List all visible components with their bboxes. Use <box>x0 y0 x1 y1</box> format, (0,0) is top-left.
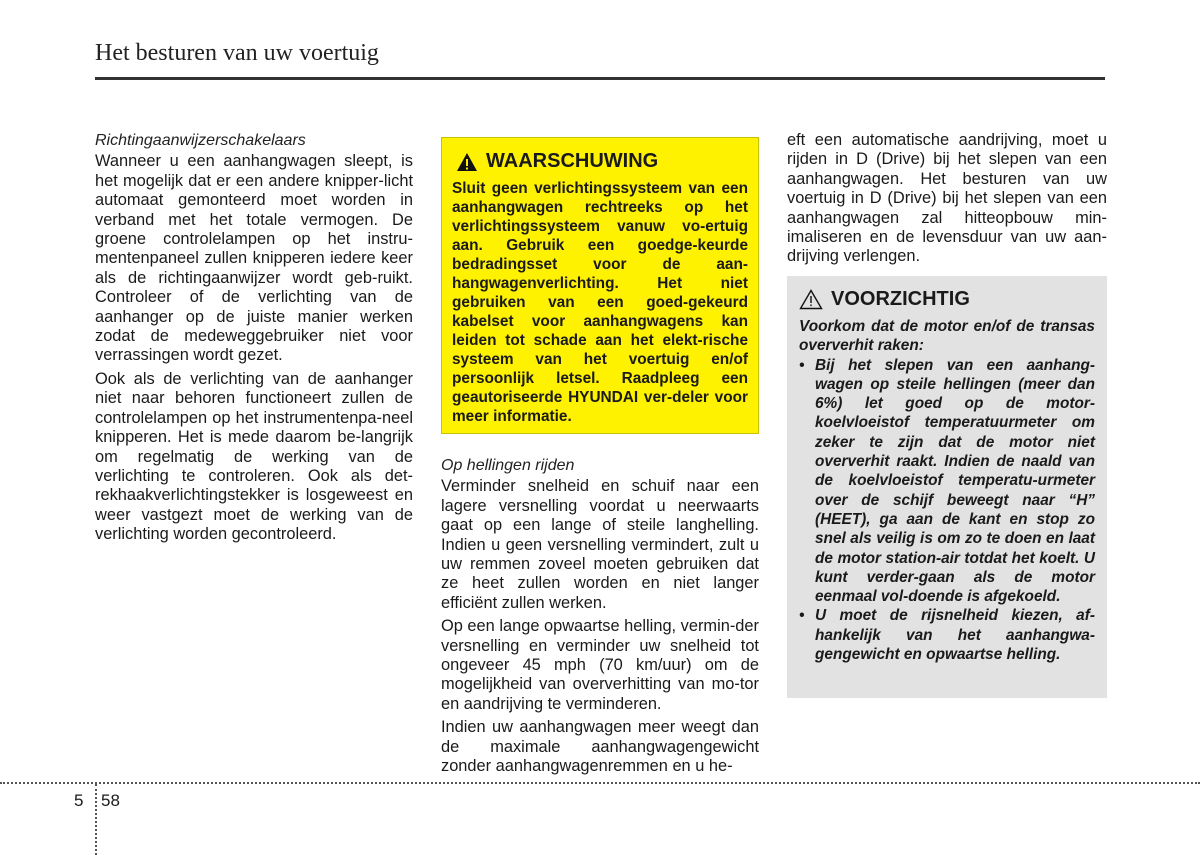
paragraph: Ook als de verlichting van de aanhanger niet naar behoren functioneert zullen de controlelampen op het instrumentenpa-neel knipperen. Het is mede daarom be-langrijk om regelmatig de werking van de verlichting te controleren. Ook als det-rekhaakverlichtingstekker is losgeweest en weer vastgezt moet de werking van de verlichting worden gecontroleerd. <box>95 369 413 544</box>
footer-dotted-separator <box>95 784 97 855</box>
header-rule <box>95 77 1105 80</box>
right-column <box>787 131 1107 271</box>
list-item <box>799 606 1095 664</box>
left-column <box>95 131 413 549</box>
list-item <box>799 356 1095 607</box>
bullet: • <box>799 607 805 625</box>
chapter-number: 5 <box>74 791 84 810</box>
bullet: • <box>799 356 805 374</box>
list-item-text: Bij het slepen van een aanhang-wagen op steile hellingen (meer dan 6%) let goed op de motor-koelvloeistof temperatuurmeter om zeker te zijn dat de motor niet oververhit raakt. Indien de naald van de koelvloeistof temperatu-urmeter over de schijf beweegt naar “H” (HEET), ga aan de kant en stop zo snel als veilig is om zo te doen en laat de motor station-air totdat het koelt. U kunt verder-gaan als de motor eenmaal vol-doende is afgekoeld. <box>815 356 1095 606</box>
warning-triangle-icon <box>456 152 478 172</box>
paragraph: Indien uw aanhangwagen meer weegt dan de maximale aanhangwagengewicht zonder aanhangwagenremmen en u he- <box>441 718 759 776</box>
footer-dotted-rule <box>0 782 1200 784</box>
caution-intro: Voorkom dat de motor en/of de transas oververhit raken: <box>799 318 1095 355</box>
caution-title: VOORZICHTIG <box>831 288 970 310</box>
caution-heading <box>799 288 1095 311</box>
warning-heading <box>452 150 748 173</box>
paragraph: Verminder snelheid en schuif naar een lagere versnelling voordat u neerwaarts gaat op een lange of steile langhelling. Indien u geen versnelling vermindert, zult u uw remmen zoveel moeten gebruiken dat ze heet zullen worden en niet langer efficiënt zullen werken. <box>441 477 759 612</box>
paragraph: Wanneer u een aanhangwagen sleept, is het mogelijk dat er een andere knipper-licht automaat gemonteerd moet worden in verband met het totale vermogen. De groene controlelampen op het instru-mentenpaneel zullen knipperen iedere keer als de richtingaanwijzer wordt geb-ruikt. Controleer of de verlichting van de aanhanger op de juiste manier werken zodat de medeweggebruiker niet voor verrassingen wordt gezet. <box>95 152 413 365</box>
page-header-title: Het besturen van uw voertuig <box>95 40 379 66</box>
warning-title: WAARSCHUWING <box>486 150 659 172</box>
caution-triangle-icon <box>799 289 823 310</box>
list-item-text: U moet de rijsnelheid kiezen, af-hankelijk van het aanhangwa-gengewicht en opwaartse helling. <box>815 607 1095 664</box>
caution-list <box>799 356 1095 665</box>
paragraph: Op een lange opwaartse helling, vermin-der versnelling en verminder uw snelheid tot ongeveer 45 mph (70 km/uur) om de mogelijkheid van oververhitting van mo-tor en aandrijving te verminderen. <box>441 617 759 713</box>
warning-text: Sluit geen verlichtingssysteem van een aanhangwagen rechtreeks op het verlichtingssysteem vanuw vo-ertuig aan. Gebruik een goedge-keurde bedradingsset voor de aan-hangwagenverlichting. Het niet gebruiken van een goed-gekeurd kabelset voor aanhangwagens kan leiden tot schade aan het elekt-rische systeem van het voertuig en/of persoonlijk letsel. Raadpleeg een geautoriseerde HYUNDAI ver-deler voor meer informatie. <box>452 180 748 425</box>
warning-box <box>441 137 759 434</box>
section-heading-hills: Op hellingen rijden <box>441 457 575 474</box>
page-number: 58 <box>101 791 120 810</box>
middle-column <box>441 456 759 781</box>
caution-box <box>787 276 1107 698</box>
section-heading-turn-signals: Richtingaanwijzerschakelaars <box>95 132 306 149</box>
paragraph: eft een automatische aandrijving, moet u rijden in D (Drive) bij het slepen van een aanhangwagen. Het besturen van uw voertuig in D (Drive) bij het slepen van een aanhangwagen zal hitteopbouw min-imaliseren en de levensduur van uw aan-drijving verlengen. <box>787 131 1107 266</box>
